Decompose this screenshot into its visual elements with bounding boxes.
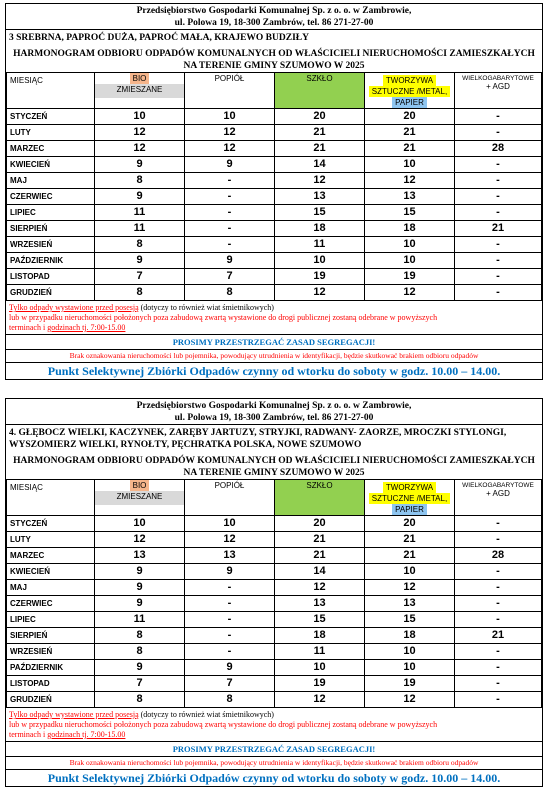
table-row <box>7 189 542 205</box>
date-cell: - <box>455 532 542 548</box>
date-cell: 9 <box>95 596 185 612</box>
date-cell: 7 <box>185 676 275 692</box>
note-roadside: lub w przypadku nieruchomości położonych poza zabudową zwartą wystawione do drogi publicznej zostaną odebrane w powyższych <box>9 313 438 322</box>
header-tworzywa <box>365 73 455 109</box>
company-header <box>6 4 542 29</box>
header-popiol-label: POPIÓŁ <box>212 480 248 491</box>
date-cell: 10 <box>275 660 365 676</box>
date-cell: - <box>185 612 275 628</box>
date-cell: 21 <box>365 141 455 157</box>
header-bio <box>95 73 185 109</box>
month-cell: PAŹDZIERNIK <box>7 253 95 269</box>
date-cell: 20 <box>365 109 455 125</box>
date-cell: - <box>455 564 542 580</box>
month-cell: STYCZEŃ <box>7 109 95 125</box>
date-cell: 12 <box>95 141 185 157</box>
date-cell: 10 <box>95 516 185 532</box>
date-cell: 9 <box>95 580 185 596</box>
date-cell: 12 <box>365 173 455 189</box>
schedule-block <box>5 398 543 787</box>
table-row <box>7 173 542 189</box>
date-cell: 13 <box>275 189 365 205</box>
table-row <box>7 596 542 612</box>
date-cell: - <box>455 612 542 628</box>
date-cell: - <box>455 676 542 692</box>
date-cell: 21 <box>365 532 455 548</box>
month-cell: CZERWIEC <box>7 596 95 612</box>
date-cell: 12 <box>365 285 455 301</box>
date-cell: - <box>185 580 275 596</box>
header-wielkogabarytowe <box>455 73 542 109</box>
table-row <box>7 612 542 628</box>
table-row <box>7 644 542 660</box>
date-cell: 10 <box>185 516 275 532</box>
date-cell: - <box>185 205 275 221</box>
header-tw-3: PAPIER <box>392 97 427 108</box>
area-list: 3 SREBRNA, PAPROĆ DUŻA, PAPROĆ MAŁA, KRAJEWO BUDZIŁY <box>6 29 542 46</box>
date-cell: 9 <box>185 660 275 676</box>
header-wielkogabarytowe <box>455 480 542 516</box>
month-cell: KWIECIEŃ <box>7 564 95 580</box>
header-wielko-2: + AGD <box>486 82 510 91</box>
header-bio <box>95 480 185 516</box>
table-row <box>7 253 542 269</box>
header-tw-2: SZTUCZNE /METAL, <box>369 493 450 504</box>
table-row <box>7 692 542 708</box>
segregation-notice: PROSIMY PRZESTRZEGAĆ ZASAD SEGREGACJI! <box>6 741 542 756</box>
header-bio-label: BIO <box>130 480 150 491</box>
date-cell: 21 <box>275 141 365 157</box>
date-cell: - <box>185 221 275 237</box>
month-cell: SIERPIEŃ <box>7 221 95 237</box>
date-cell: - <box>185 173 275 189</box>
note-shelters: (dotyczy to również wiat śmietnikowych) <box>138 303 274 312</box>
date-cell: - <box>455 253 542 269</box>
date-cell: 10 <box>365 253 455 269</box>
date-cell: 21 <box>275 548 365 564</box>
date-cell: 19 <box>365 269 455 285</box>
date-cell: 19 <box>275 676 365 692</box>
note-terms: terminach i <box>9 323 48 332</box>
date-cell: 18 <box>275 221 365 237</box>
header-szklo-label: SZKŁO <box>303 73 335 84</box>
table-row <box>7 269 542 285</box>
date-cell: - <box>455 189 542 205</box>
date-cell: - <box>455 157 542 173</box>
date-cell: 11 <box>95 205 185 221</box>
date-cell: 9 <box>185 157 275 173</box>
header-tw-1: TWORZYWA <box>383 75 436 86</box>
schedule-title: HARMONOGRAM ODBIORU ODPADÓW KOMUNALNYCH OD WŁAŚCICIELI NIERUCHOMOŚCI ZAMIESZKAŁYCH NA TERENIE GMINY SZUMOWO W 2025 <box>13 456 535 478</box>
date-cell: 9 <box>95 660 185 676</box>
date-cell: 12 <box>95 125 185 141</box>
date-cell: - <box>185 628 275 644</box>
date-cell: 21 <box>275 125 365 141</box>
header-bio-sub: ZMIESZANE <box>95 491 184 505</box>
date-cell: 10 <box>365 644 455 660</box>
table-row <box>7 516 542 532</box>
date-cell: 15 <box>275 205 365 221</box>
note-terms: terminach i <box>9 730 48 739</box>
header-popiol <box>185 480 275 516</box>
header-row <box>7 73 542 109</box>
date-cell: 8 <box>95 644 185 660</box>
date-cell: - <box>185 644 275 660</box>
table-row <box>7 580 542 596</box>
date-cell: 8 <box>185 285 275 301</box>
date-cell: 9 <box>95 564 185 580</box>
date-cell: 12 <box>185 125 275 141</box>
date-cell: - <box>455 692 542 708</box>
area-list: 4. GŁĘBOCZ WIELKI, KACZYNEK, ZARĘBY JARTUZY, STRYJKI, RADWANY- ZAORZE, MROCZKI STYLONGI, WYSZOMIERZ WIELKI, RYNOŁTY, PĘCHRATKA POLSKA, NOWE SZUMOWO <box>6 424 542 453</box>
date-cell: - <box>455 109 542 125</box>
header-row <box>7 480 542 516</box>
date-cell: 11 <box>275 644 365 660</box>
note-hours: godzinach tj. 7:00-15.00 <box>47 323 126 332</box>
date-cell: 7 <box>95 676 185 692</box>
header-tw-1: TWORZYWA <box>383 482 436 493</box>
month-cell: GRUDZIEŃ <box>7 692 95 708</box>
header-bio-sub: ZMIESZANE <box>95 84 184 98</box>
month-cell: WRZESIEŃ <box>7 237 95 253</box>
table-row <box>7 548 542 564</box>
date-cell: 11 <box>95 612 185 628</box>
table-row <box>7 532 542 548</box>
date-cell: - <box>185 596 275 612</box>
header-szklo <box>275 73 365 109</box>
date-cell: 21 <box>275 532 365 548</box>
date-cell: 13 <box>95 548 185 564</box>
date-cell: - <box>455 660 542 676</box>
date-cell: 9 <box>95 157 185 173</box>
schedule-table <box>6 72 542 301</box>
month-cell: LISTOPAD <box>7 676 95 692</box>
month-cell: WRZESIEŃ <box>7 644 95 660</box>
date-cell: 8 <box>95 173 185 189</box>
note-roadside: lub w przypadku nieruchomości położonych poza zabudową zwartą wystawione do drogi publicznej zostaną odebrane w powyższych <box>9 720 438 729</box>
date-cell: 21 <box>365 125 455 141</box>
company-address: ul. Polowa 19, 18-300 Zambrów, tel. 86 271-27-00 <box>174 18 374 28</box>
table-row <box>7 205 542 221</box>
table-row <box>7 564 542 580</box>
date-cell: 10 <box>275 253 365 269</box>
date-cell: 13 <box>275 596 365 612</box>
month-cell: MAJ <box>7 580 95 596</box>
date-cell: - <box>455 125 542 141</box>
month-cell: STYCZEŃ <box>7 516 95 532</box>
header-szklo-label: SZKŁO <box>303 480 335 491</box>
header-wielko-1: WIELKOGABARYTOWE <box>462 75 534 82</box>
notes <box>6 301 542 334</box>
notes <box>6 708 542 741</box>
pszok-hours: Punkt Selektywnej Zbiórki Odpadów czynny od wtorku do soboty w godz. 10.00 – 14.00. <box>6 362 542 379</box>
table-row <box>7 237 542 253</box>
date-cell: 15 <box>365 205 455 221</box>
date-cell: 9 <box>95 253 185 269</box>
date-cell: 7 <box>95 269 185 285</box>
date-cell: 13 <box>185 548 275 564</box>
date-cell: 8 <box>95 237 185 253</box>
date-cell: - <box>185 189 275 205</box>
date-cell: 8 <box>95 285 185 301</box>
table-row <box>7 221 542 237</box>
date-cell: 7 <box>185 269 275 285</box>
company-name: Przedsiębiorstwo Gospodarki Komunalnej Sp. z o. o. w Zambrowie, <box>136 6 412 16</box>
month-cell: LISTOPAD <box>7 269 95 285</box>
month-cell: LUTY <box>7 532 95 548</box>
pszok-hours: Punkt Selektywnej Zbiórki Odpadów czynny od wtorku do soboty w godz. 10.00 – 14.00. <box>6 769 542 786</box>
date-cell: 13 <box>365 189 455 205</box>
date-cell: 8 <box>185 692 275 708</box>
company-header <box>6 399 542 424</box>
table-row <box>7 141 542 157</box>
header-tworzywa <box>365 480 455 516</box>
table-row <box>7 157 542 173</box>
schedule-title: HARMONOGRAM ODBIORU ODPADÓW KOMUNALNYCH OD WŁAŚCICIELI NIERUCHOMOŚCI ZAMIESZKAŁYCH NA TERENIE GMINY SZUMOWO W 2025 <box>13 49 535 71</box>
date-cell: 12 <box>275 173 365 189</box>
month-cell: MARZEC <box>7 548 95 564</box>
date-cell: 21 <box>365 548 455 564</box>
date-cell: 19 <box>365 676 455 692</box>
date-cell: - <box>455 516 542 532</box>
table-row <box>7 109 542 125</box>
company-address: ul. Polowa 19, 18-300 Zambrów, tel. 86 271-27-00 <box>174 413 374 423</box>
month-cell: LIPIEC <box>7 205 95 221</box>
date-cell: 10 <box>365 660 455 676</box>
schedule-table <box>6 479 542 708</box>
header-bio-label: BIO <box>130 73 150 84</box>
header-tw-3: PAPIER <box>392 504 427 515</box>
date-cell: 15 <box>365 612 455 628</box>
date-cell: 21 <box>455 221 542 237</box>
date-cell: 14 <box>275 564 365 580</box>
table-row <box>7 660 542 676</box>
date-cell: 12 <box>365 692 455 708</box>
date-cell: 10 <box>185 109 275 125</box>
date-cell: - <box>455 237 542 253</box>
date-cell: 12 <box>95 532 185 548</box>
header-tw-2: SZTUCZNE /METAL, <box>369 86 450 97</box>
date-cell: 15 <box>275 612 365 628</box>
table-row <box>7 628 542 644</box>
date-cell: 20 <box>275 516 365 532</box>
date-cell: 12 <box>275 285 365 301</box>
date-cell: 18 <box>275 628 365 644</box>
table-row <box>7 125 542 141</box>
note-shelters: (dotyczy to również wiat śmietnikowych) <box>138 710 274 719</box>
date-cell: 10 <box>95 109 185 125</box>
date-cell: 9 <box>95 189 185 205</box>
date-cell: - <box>185 237 275 253</box>
note-only-bins: Tylko odpady wystawione przed posesją <box>9 710 139 719</box>
note-only-bins: Tylko odpady wystawione przed posesją <box>9 303 139 312</box>
header-month: MIESIĄC <box>7 73 95 109</box>
month-cell: MARZEC <box>7 141 95 157</box>
date-cell: 10 <box>365 564 455 580</box>
date-cell: 12 <box>185 141 275 157</box>
date-cell: - <box>455 285 542 301</box>
date-cell: - <box>455 580 542 596</box>
date-cell: 8 <box>95 692 185 708</box>
date-cell: 21 <box>455 628 542 644</box>
header-popiol-label: POPIÓŁ <box>212 73 248 84</box>
marking-warning: Brak oznakowania nieruchomości lub pojemnika, powodujący utrudnienia w identyfikacji, będzie skutkować brakiem odbioru odpadów <box>6 756 542 769</box>
company-name: Przedsiębiorstwo Gospodarki Komunalnej Sp. z o. o. w Zambrowie, <box>136 401 412 411</box>
header-wielko-1: WIELKOGABARYTOWE <box>462 482 534 489</box>
header-month: MIESIĄC <box>7 480 95 516</box>
date-cell: 8 <box>95 628 185 644</box>
date-cell: - <box>455 205 542 221</box>
date-cell: 14 <box>275 157 365 173</box>
date-cell: 12 <box>275 580 365 596</box>
date-cell: 12 <box>185 532 275 548</box>
date-cell: 20 <box>275 109 365 125</box>
table-row <box>7 676 542 692</box>
segregation-notice: PROSIMY PRZESTRZEGAĆ ZASAD SEGREGACJI! <box>6 334 542 349</box>
month-cell: LIPIEC <box>7 612 95 628</box>
date-cell: - <box>455 644 542 660</box>
date-cell: 9 <box>185 564 275 580</box>
date-cell: 12 <box>275 692 365 708</box>
date-cell: 18 <box>365 221 455 237</box>
date-cell: 12 <box>365 580 455 596</box>
date-cell: 9 <box>185 253 275 269</box>
date-cell: - <box>455 173 542 189</box>
month-cell: MAJ <box>7 173 95 189</box>
schedule-block <box>5 3 543 380</box>
date-cell: 18 <box>365 628 455 644</box>
month-cell: CZERWIEC <box>7 189 95 205</box>
date-cell: - <box>455 596 542 612</box>
header-popiol <box>185 73 275 109</box>
table-row <box>7 285 542 301</box>
month-cell: KWIECIEŃ <box>7 157 95 173</box>
month-cell: SIERPIEŃ <box>7 628 95 644</box>
date-cell: 10 <box>365 237 455 253</box>
date-cell: 20 <box>365 516 455 532</box>
month-cell: GRUDZIEŃ <box>7 285 95 301</box>
month-cell: PAŹDZIERNIK <box>7 660 95 676</box>
date-cell: 13 <box>365 596 455 612</box>
marking-warning: Brak oznakowania nieruchomości lub pojemnika, powodujący utrudnienia w identyfikacji, będzie skutkować brakiem odbioru odpadów <box>6 349 542 362</box>
month-cell: LUTY <box>7 125 95 141</box>
header-wielko-2: + AGD <box>486 489 510 498</box>
header-szklo <box>275 480 365 516</box>
date-cell: 10 <box>365 157 455 173</box>
note-hours: godzinach tj. 7:00-15.00 <box>47 730 126 739</box>
date-cell: 19 <box>275 269 365 285</box>
date-cell: 28 <box>455 141 542 157</box>
date-cell: 11 <box>95 221 185 237</box>
date-cell: 28 <box>455 548 542 564</box>
date-cell: - <box>455 269 542 285</box>
date-cell: 11 <box>275 237 365 253</box>
